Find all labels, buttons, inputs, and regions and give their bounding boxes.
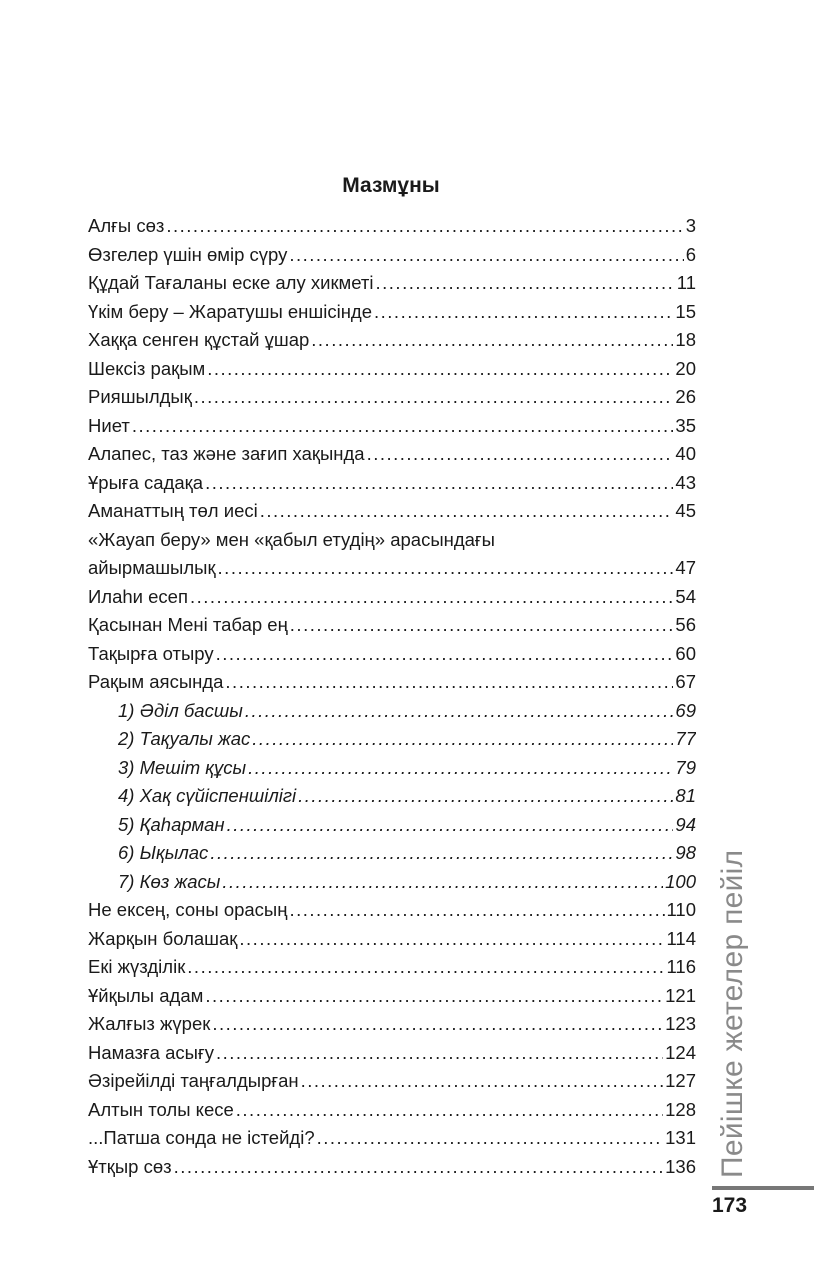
dot-leader xyxy=(210,839,673,868)
dot-leader xyxy=(216,640,674,669)
toc-entry-label: 5) Қаһарман xyxy=(118,813,225,835)
toc-entry-label: 7) Көз жасы xyxy=(118,870,221,892)
toc-entry-page: 81 xyxy=(675,785,696,806)
toc-entry xyxy=(88,668,696,697)
dot-leader xyxy=(190,583,673,612)
dot-leader xyxy=(205,469,673,498)
toc-entry-label: Алапес, таз және зағип хақында xyxy=(88,443,365,464)
dot-leader xyxy=(252,725,673,754)
toc-entry-page: 35 xyxy=(675,414,696,436)
toc-entry xyxy=(88,1039,696,1068)
running-book-title: Пейішке жетелер пейіл xyxy=(716,849,749,1178)
toc-entry-page: 15 xyxy=(675,300,696,322)
toc-entry-page: 131 xyxy=(665,1127,696,1148)
toc-entry-page: 110 xyxy=(666,899,696,920)
toc-entry-label: Рияшылдық xyxy=(88,386,192,407)
toc-entry-label: Ниет xyxy=(88,414,130,436)
toc-entry xyxy=(88,583,696,612)
dot-leader xyxy=(298,782,673,811)
toc-entry-page: 18 xyxy=(675,329,696,350)
toc-entry xyxy=(88,982,696,1011)
toc-subentry xyxy=(88,754,696,783)
toc-entry-page: 11 xyxy=(676,272,696,293)
dot-leader xyxy=(187,953,664,982)
toc-entry-label: Намазға асығу xyxy=(88,1041,214,1063)
toc-entry-label: Хаққа сенген құстай ұшар xyxy=(88,329,310,350)
toc-entry-page: 3 xyxy=(685,215,696,236)
toc-entry xyxy=(88,1010,696,1039)
toc-entry-page: 79 xyxy=(675,756,696,778)
toc-entry-page: 56 xyxy=(675,614,696,635)
toc-entry-label: Алтын толы кесе xyxy=(88,1098,234,1120)
toc-entry-label: Екі жүзділік xyxy=(88,956,186,977)
toc-entry-page: 69 xyxy=(675,699,696,721)
toc-entry-page: 43 xyxy=(675,471,696,493)
toc-entry-page: 116 xyxy=(666,956,696,977)
toc-entry-page: 128 xyxy=(665,1098,696,1120)
toc-entry xyxy=(88,241,696,270)
toc-entry-label: Рақым аясында xyxy=(88,671,224,692)
dot-leader xyxy=(311,326,673,355)
dot-leader xyxy=(317,1124,664,1153)
toc-entry-page: 6 xyxy=(685,243,696,265)
footer-rule xyxy=(712,1186,814,1190)
toc-entry-page: 60 xyxy=(675,642,696,664)
toc-entry-page: 47 xyxy=(675,557,696,578)
toc-entry xyxy=(88,298,696,327)
toc-entry-label: Үкім беру – Жаратушы еншісінде xyxy=(88,300,373,322)
toc-entry xyxy=(88,953,696,982)
toc-entry xyxy=(88,611,696,640)
toc-entry xyxy=(88,1153,696,1182)
dot-leader xyxy=(212,1010,663,1039)
dot-leader xyxy=(289,896,664,925)
toc-entry-label: Ұйқылы адам xyxy=(88,984,204,1006)
table-of-contents xyxy=(88,212,696,1181)
toc-entry xyxy=(88,326,696,355)
page-title: Мазмұны xyxy=(342,174,440,197)
toc-entry-label: Ұрыға садақа xyxy=(88,471,204,493)
dot-leader xyxy=(216,1039,663,1068)
toc-entry-label: Өзгелер үшін өмір сүру xyxy=(88,243,288,265)
toc-entry-page: 26 xyxy=(675,386,696,407)
dot-leader xyxy=(374,298,673,327)
dot-leader xyxy=(236,1096,663,1125)
toc-entry xyxy=(88,1096,696,1125)
toc-entry-label: айырмашылық xyxy=(88,557,216,578)
toc-entry-page: 123 xyxy=(665,1013,696,1034)
toc-entry xyxy=(88,269,696,298)
toc-entry-label: Ұтқыр сөз xyxy=(88,1155,172,1177)
toc-entry xyxy=(88,212,696,241)
toc-entry xyxy=(88,497,696,526)
dot-leader xyxy=(222,868,663,897)
dot-leader xyxy=(194,383,674,412)
dot-leader xyxy=(166,212,683,241)
toc-entry-page: 77 xyxy=(675,728,696,749)
toc-entry-label: ...Патша сонда не істейді? xyxy=(88,1127,315,1148)
toc-entry-label: Алғы сөз xyxy=(88,215,165,236)
toc-entry xyxy=(88,383,696,412)
toc-entry-label: Қасынан Мені табар ең xyxy=(88,614,288,635)
toc-subentry xyxy=(88,868,696,897)
toc-entry xyxy=(88,355,696,384)
dot-leader xyxy=(245,697,674,726)
toc-entry-label: Жалғыз жүрек xyxy=(88,1013,211,1034)
toc-entry-label: Шексіз рақым xyxy=(88,357,206,379)
toc-subentry xyxy=(88,811,696,840)
toc-entry xyxy=(88,896,696,925)
dot-leader xyxy=(239,925,664,954)
dot-leader xyxy=(301,1067,664,1096)
dot-leader xyxy=(376,269,675,298)
dot-leader xyxy=(227,811,674,840)
dot-leader xyxy=(132,412,674,441)
toc-entry-label: Жарқын болашақ xyxy=(88,927,238,949)
dot-leader xyxy=(260,497,674,526)
toc-entry xyxy=(88,554,696,583)
toc-entry-page: 40 xyxy=(675,443,696,464)
toc-entry-label: 3) Мешіт құсы xyxy=(118,756,247,778)
toc-subentry xyxy=(88,839,696,868)
toc-entry-page: 100 xyxy=(665,870,696,892)
toc-entry xyxy=(88,1124,696,1153)
toc-entry-label: Құдай Тағаланы еске алу хикметі xyxy=(88,272,374,293)
toc-entry xyxy=(88,440,696,469)
toc-entry xyxy=(88,412,696,441)
dot-leader xyxy=(207,355,673,384)
toc-subentry xyxy=(88,697,696,726)
toc-entry-label: 6) Ықылас xyxy=(118,842,209,863)
dot-leader xyxy=(367,440,674,469)
toc-entry-label: Аманаттың төл иесі xyxy=(88,500,258,521)
toc-entry-page: 114 xyxy=(666,927,696,949)
toc-entry-label: 4) Хақ сүйіспеншілігі xyxy=(118,785,297,806)
toc-entry-label: Әзірейілді таңғалдырған xyxy=(88,1070,299,1091)
toc-entry-page: 136 xyxy=(665,1155,696,1177)
dot-leader xyxy=(248,754,673,783)
dot-leader xyxy=(290,611,674,640)
toc-subentry xyxy=(88,725,696,754)
dot-leader xyxy=(225,668,673,697)
dot-leader xyxy=(218,554,674,583)
toc-entry-label: 1) Әділ басшы xyxy=(118,699,243,721)
dot-leader xyxy=(289,241,683,270)
toc-entry-first-line xyxy=(88,526,696,555)
toc-entry-label: 2) Тақуалы жас xyxy=(118,728,251,749)
toc-entry-page: 124 xyxy=(665,1041,696,1063)
toc-entry xyxy=(88,469,696,498)
toc-entry-page: 54 xyxy=(675,585,696,607)
toc-entry-label: Тақырға отыру xyxy=(88,642,214,664)
toc-entry-page: 67 xyxy=(675,671,696,692)
toc-subentry xyxy=(88,782,696,811)
toc-entry-label: Не ексең, соны орасың xyxy=(88,899,288,920)
toc-entry xyxy=(88,1067,696,1096)
toc-entry-label: Илаһи есеп xyxy=(88,585,188,607)
toc-entry-page: 20 xyxy=(675,357,696,379)
toc-entry-page: 127 xyxy=(665,1070,696,1091)
toc-entry-page: 98 xyxy=(675,842,696,863)
toc-entry-page: 121 xyxy=(665,984,696,1006)
toc-entry-page: 45 xyxy=(675,500,696,521)
toc-entry xyxy=(88,640,696,669)
dot-leader xyxy=(174,1153,664,1182)
page-number: 173 xyxy=(712,1194,748,1217)
toc-entry-label-line1: «Жауап беру» мен «қабыл етудің» арасындағы xyxy=(88,528,495,550)
toc-entry xyxy=(88,925,696,954)
dot-leader xyxy=(205,982,663,1011)
toc-entry-page: 94 xyxy=(675,813,696,835)
